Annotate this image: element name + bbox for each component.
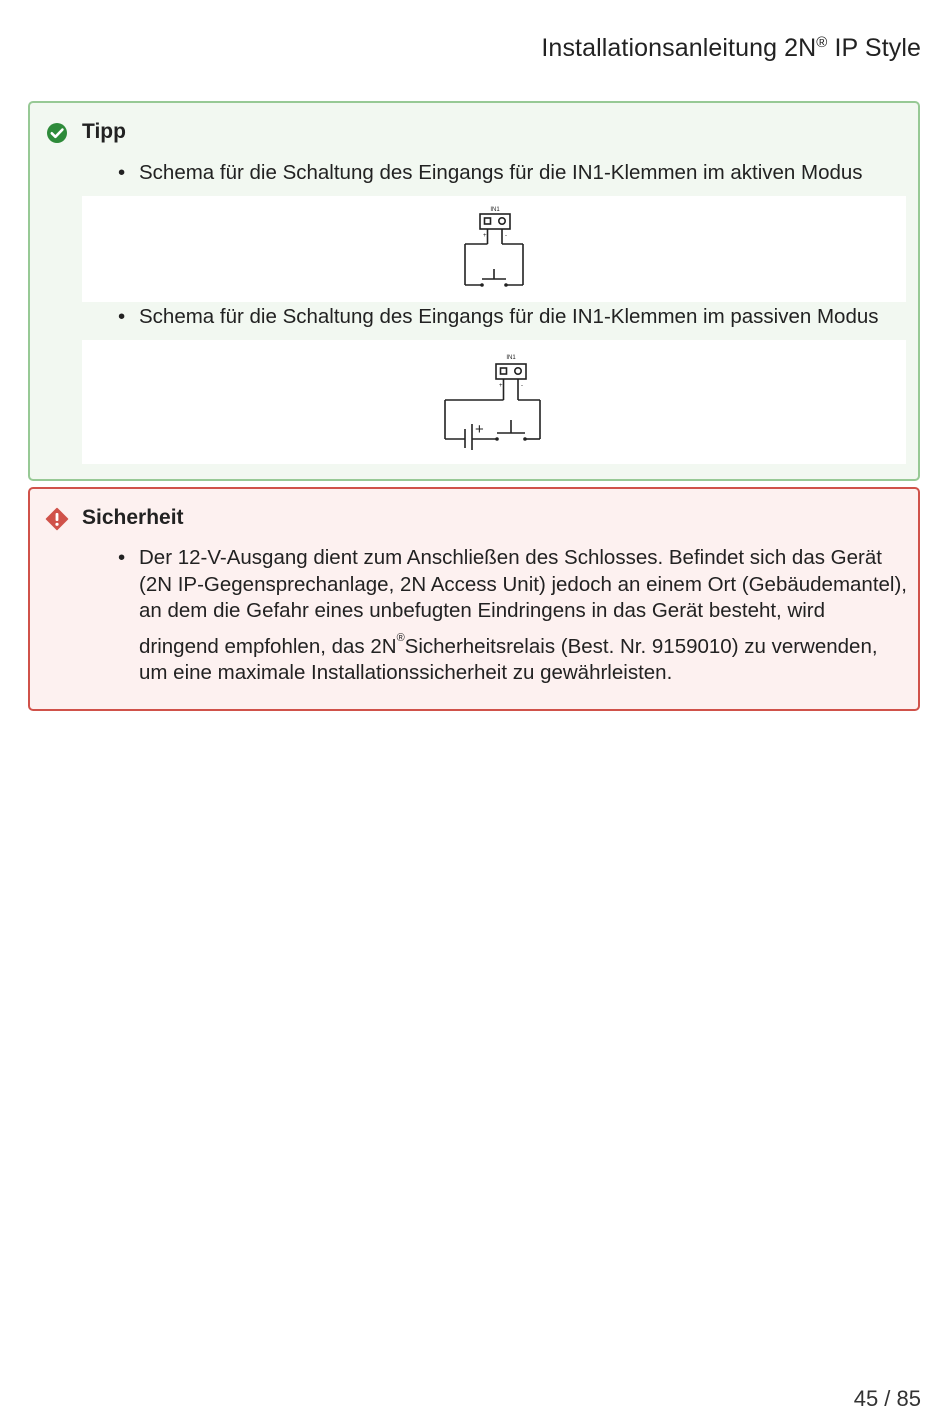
bullet-dot: • bbox=[118, 161, 126, 184]
check-circle-icon bbox=[45, 121, 69, 145]
header-registered-mark: ® bbox=[816, 34, 828, 51]
bullet-dot: • bbox=[118, 305, 126, 328]
security-bullet-text bbox=[118, 545, 908, 687]
active-diagram-minus: - bbox=[505, 233, 507, 239]
passive-diagram-minus: - bbox=[521, 383, 523, 389]
active-diagram-label: IN1 bbox=[490, 207, 500, 213]
page-number: 45 / 85 bbox=[853, 1386, 921, 1411]
diagram-passive-mode bbox=[82, 340, 906, 464]
header-title-suffix: IP Style bbox=[827, 34, 921, 62]
tip-bullet-active-text: Schema für die Schaltung des Eingangs für die IN1-Klemmen im aktiven Modus bbox=[139, 161, 863, 184]
tip-bullet-active bbox=[118, 160, 863, 187]
tip-bullet-passive bbox=[118, 304, 879, 331]
header-title-prefix: Installationsanleitung 2N bbox=[541, 34, 817, 62]
passive-diagram-label: IN1 bbox=[506, 355, 516, 361]
bullet-dot: • bbox=[118, 546, 126, 569]
warning-diamond-icon bbox=[45, 507, 69, 531]
security-title: Sicherheit bbox=[82, 506, 184, 529]
passive-mode-circuit-diagram bbox=[82, 340, 906, 464]
tip-callout bbox=[28, 101, 920, 481]
security-registered-mark: ® bbox=[396, 631, 405, 644]
passive-diagram-plus: + bbox=[499, 383, 503, 389]
active-diagram-plus: + bbox=[483, 233, 487, 239]
battery-plus-label: + bbox=[475, 421, 484, 438]
security-bullet bbox=[118, 545, 908, 687]
tip-title: Tipp bbox=[82, 120, 126, 143]
diagram-active-mode bbox=[82, 196, 906, 302]
active-mode-circuit-diagram bbox=[82, 196, 906, 302]
tip-bullet-passive-text: Schema für die Schaltung des Eingangs für die IN1-Klemmen im passiven Modus bbox=[139, 305, 879, 328]
security-text-part2: Sicherheitsrelais (Best. Nr. 9159010) zu verwenden, um eine maximale Installationssicherheit zu gewährleisten. bbox=[139, 634, 878, 684]
security-text-part1: Der 12-V-Ausgang dient zum Anschließen des Schlosses. Befindet sich das Gerät (2N IP-Gegensprechanlage, 2N Access Unit) jedoch an einem Ort (Gebäudemantel), an dem die Gefahr eines unbefugten Eindringens in das Gerät besteht, wird dringend empfohlen, das 2N bbox=[139, 546, 907, 658]
document-header-title bbox=[541, 34, 921, 63]
security-callout bbox=[28, 487, 920, 711]
